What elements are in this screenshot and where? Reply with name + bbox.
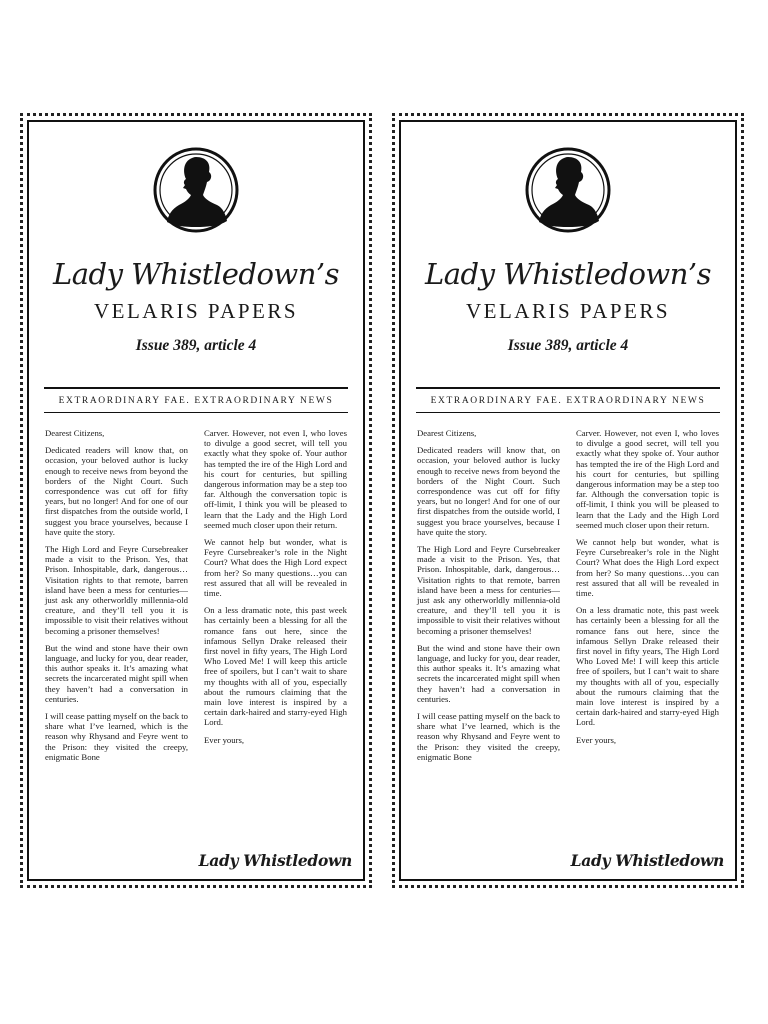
greeting: Dearest Citizens, [417, 428, 477, 438]
paragraph: On a less dramatic note, this past week has certainly been a blessing for all the romance fans out here, since the infamous Sellyn Drake released their first novel in fifty years, The High Lord Who Loved Me! I will keep this article free of spoilers, but I can’t wait to share my thoughts with all of you, especially about the rumours claiming that the main love interest is inspired by a certain dark-haired and starry-eyed High Lord. [204, 605, 347, 728]
tagline: EXTRAORDINARY FAE. EXTRAORDINARY NEWS [58, 396, 334, 406]
masthead-title: Lady Whistledown’s [424, 257, 712, 291]
paragraph: But the wind and stone have their own language, and lucky for you, dear reader, this author speaks it. It’s amazing what secrets the incarcerated might spill when they haven’t had a conversation in centuries. [417, 642, 560, 704]
paragraph: I will cease patting myself on the back to share what I’ve learned, which is the reason why Rhysand and Feyre went to the Prison: they visited the creepy, enigmatic Bone [417, 711, 560, 762]
masthead-subtitle: VELARIS PAPERS [93, 299, 299, 323]
divider [44, 387, 348, 389]
masthead-subtitle: VELARIS PAPERS [465, 299, 671, 323]
paragraph: Dedicated readers will know that, on occasion, your beloved author is lucky enough to receive news from beyond the borders of the Night Court. Such correspondence was cut off for fifty years, but no longer! And for one of our first dispatches from the outside world, I suggest you brace yourselves, because I have quite the story. [417, 445, 560, 537]
paragraph: The High Lord and Feyre Cursebreaker made a visit to the Prison. Yes, that Prison. Inhospitable, dark, dangerous… Visitation rights to that remote, barren island have been a mess for centuries—just ask any otherworldly millennia-old creature, and they’ll tell you it is impossible to visit their relatives without becoming a prisoner themselves! [45, 544, 188, 636]
newsletter-panel-left [20, 113, 372, 888]
signoff: Ever yours, [204, 734, 245, 745]
greeting: Dearest Citizens, [45, 428, 105, 438]
tagline: EXTRAORDINARY FAE. EXTRAORDINARY NEWS [430, 396, 706, 406]
article-column-2 [576, 428, 719, 769]
article-column-1 [45, 428, 188, 769]
paragraph: We cannot help but wonder, what is Feyre Cursebreaker’s role in the Night Court? What does the High Lord expect from her? So many questions…you can rest assured that all will be revealed in time. [576, 537, 719, 599]
article-column-2 [204, 428, 347, 769]
divider [44, 412, 348, 413]
paragraph: Dedicated readers will know that, on occasion, your beloved author is lucky enough to receive news from beyond the borders of the Night Court. Such correspondence was cut off for fifty years, but no longer! And for one of our first dispatches from the outside world, I suggest you brace yourselves, because I have quite the story. [45, 445, 188, 537]
issue-label: Issue 389, article 4 [135, 337, 257, 354]
masthead-title: Lady Whistledown’s [52, 257, 340, 291]
signature: Lady Whistledown [198, 851, 352, 870]
paragraph: Carver. However, not even I, who loves to divulge a good secret, will tell you exactly what they spoke of. Your author has tempted the ire of the High Lord and his court for centuries, but spilling dangerous information may be a step too far. Although the conversation topic is off-limit, I think you will be pleased to learn that the Lady and the High Lord seemed much closer upon their return. [576, 428, 719, 530]
article-body [45, 428, 347, 769]
silhouette-cameo-icon [525, 147, 611, 233]
signature: Lady Whistledown [570, 851, 724, 870]
divider [416, 412, 720, 413]
issue-label: Issue 389, article 4 [507, 337, 629, 354]
silhouette-cameo-icon [153, 147, 239, 233]
paragraph: We cannot help but wonder, what is Feyre Cursebreaker’s role in the Night Court? What does the High Lord expect from her? So many questions…you can rest assured that all will be revealed in time. [204, 537, 347, 599]
paragraph: Carver. However, not even I, who loves to divulge a good secret, will tell you exactly what they spoke of. Your author has tempted the ire of the High Lord and his court for centuries, but spilling dangerous information may be a step too far. Although the conversation topic is off-limit, I think you will be pleased to learn that the Lady and the High Lord seemed much closer upon their return. [204, 428, 347, 530]
paragraph: On a less dramatic note, this past week has certainly been a blessing for all the romance fans out here, since the infamous Sellyn Drake released their first novel in fifty years, The High Lord Who Loved Me! I will keep this article free of spoilers, but I can’t wait to share my thoughts with all of you, especially about the rumours claiming that the main love interest is inspired by a certain dark-haired and starry-eyed High Lord. [576, 605, 719, 728]
article-column-1 [417, 428, 560, 769]
article-body [417, 428, 719, 769]
signoff: Ever yours, [576, 734, 617, 745]
paragraph: The High Lord and Feyre Cursebreaker made a visit to the Prison. Yes, that Prison. Inhospitable, dark, dangerous… Visitation rights to that remote, barren island have been a mess for centuries—just ask any otherworldly millennia-old creature, and they’ll tell you it is impossible to visit their relatives without becoming a prisoner themselves! [417, 544, 560, 636]
paragraph: I will cease patting myself on the back to share what I’ve learned, which is the reason why Rhysand and Feyre went to the Prison: they visited the creepy, enigmatic Bone [45, 711, 188, 762]
divider [416, 387, 720, 389]
newsletter-panel-right [392, 113, 744, 888]
paragraph: But the wind and stone have their own language, and lucky for you, dear reader, this author speaks it. It’s amazing what secrets the incarcerated might spill when they haven’t had a conversation in centuries. [45, 642, 188, 704]
